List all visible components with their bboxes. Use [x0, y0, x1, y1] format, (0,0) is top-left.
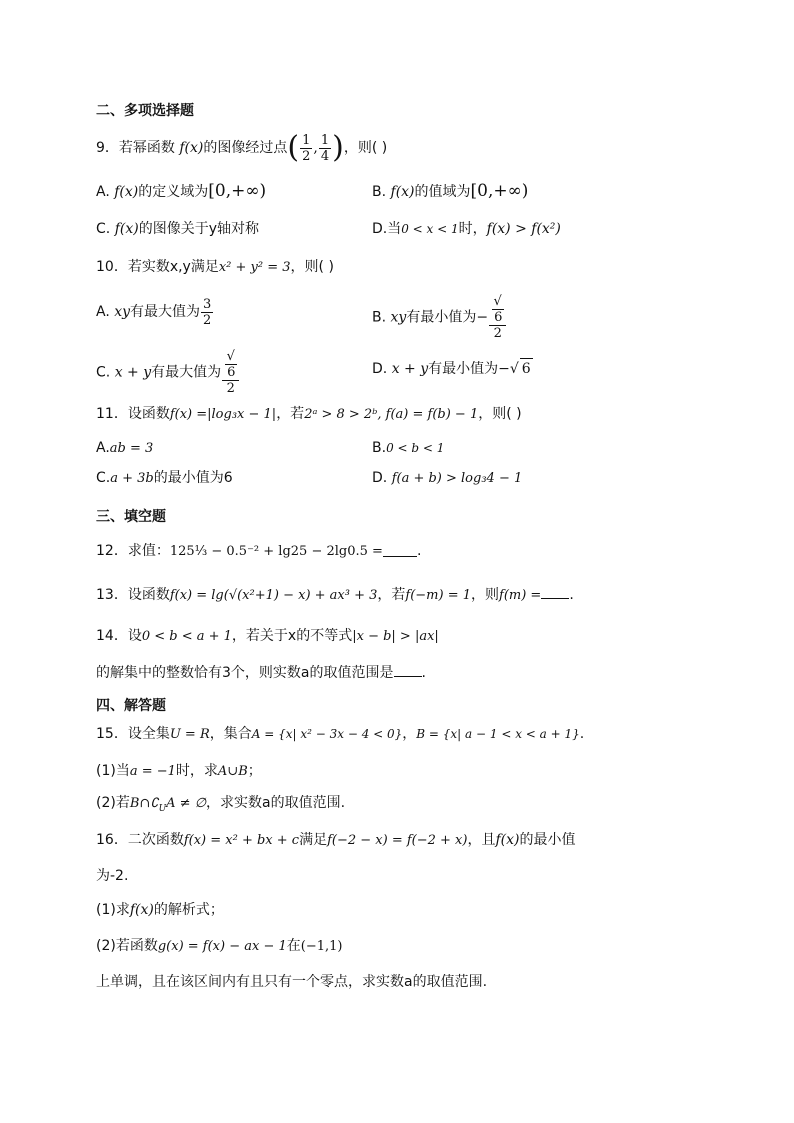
- option-math: xy: [114, 304, 131, 320]
- stem-text: ，且: [467, 832, 496, 848]
- fraction: [489, 294, 506, 341]
- denominator: 2: [493, 326, 502, 341]
- part-math: B∩∁: [129, 796, 159, 811]
- radicand: 6: [494, 310, 503, 325]
- stem-math: f(x) =|log₃x − 1|: [169, 407, 277, 422]
- part-math: (−1,1): [300, 939, 343, 954]
- option-math: a + 3b: [110, 471, 154, 486]
- stem-text: 14．设: [96, 628, 142, 644]
- answer-blank[interactable]: [394, 664, 422, 677]
- option-text: 的定义域为: [138, 184, 209, 200]
- option-text: 时，: [458, 221, 487, 237]
- option-math: f(x): [390, 184, 415, 200]
- question-11-option-c: [96, 468, 233, 489]
- question-16-line2: [96, 866, 128, 886]
- option-label: C.: [96, 221, 111, 237]
- stem-text: .: [569, 587, 574, 603]
- question-11-option-d: [372, 468, 522, 489]
- fraction: [222, 349, 239, 396]
- stem-text: ，若关于x的不等式: [231, 628, 353, 644]
- sqrt-sign: √: [509, 361, 519, 377]
- radicand: 6: [227, 365, 236, 380]
- question-number: 9．: [96, 140, 119, 156]
- stem-text: 的解集中的整数恰有3个，则实数a的取值范围是: [96, 665, 394, 681]
- stem-math: f(x) = x² + bx + c: [183, 833, 300, 848]
- question-13: [96, 581, 574, 610]
- stem-text: 10．若实数x,y满足: [96, 259, 219, 275]
- stem-text: 16．二次函数: [96, 832, 184, 848]
- question-11-option-b: [372, 438, 444, 458]
- option-label: D.: [372, 361, 388, 377]
- question-14-line2: [96, 663, 426, 683]
- part-text: ；: [247, 763, 262, 779]
- numerator: √ 6: [222, 349, 239, 381]
- stem-text: ，则( ): [478, 406, 522, 422]
- option-text: 有最小值为: [428, 361, 499, 377]
- stem-math: U = R: [169, 727, 210, 742]
- stem-text: .: [416, 543, 422, 559]
- option-label: D.: [372, 470, 388, 486]
- option-math: x + y: [391, 361, 429, 377]
- question-9-option-a: [96, 181, 266, 202]
- stem-text: 13．设函数: [96, 587, 170, 603]
- option-math: f(x): [114, 184, 139, 200]
- stem-text: ，若: [377, 587, 406, 603]
- part-text: 上单调，且在该区间内有且只有一个零点，求实数a的取值范围.: [96, 974, 488, 990]
- option-text: 的图像关于y轴对称: [138, 221, 259, 237]
- stem-text: 15．设全集: [96, 726, 170, 742]
- option-text: 有最大值为: [151, 364, 222, 381]
- section-heading-fill-in: 三、填空题: [96, 509, 166, 525]
- part-text: (1)当: [96, 763, 130, 779]
- left-paren: (: [287, 130, 300, 165]
- option-math: f(x) > f(x²): [486, 221, 561, 237]
- stem-math: f(m) =: [499, 588, 542, 603]
- stem-math: f(x): [495, 832, 520, 848]
- option-math: x + y: [114, 364, 152, 381]
- part-math: A ≠ ∅: [166, 796, 207, 811]
- option-label: B.: [372, 184, 387, 200]
- question-11-option-a: [96, 438, 153, 459]
- question-10-option-d: [372, 358, 533, 379]
- stem-text: 的最小值: [519, 832, 576, 848]
- question-10-option-a: [96, 294, 214, 330]
- stem-text: 12．求值：: [96, 543, 170, 559]
- stem-text: ，集合: [209, 726, 252, 742]
- right-paren: ): [332, 130, 344, 165]
- part-math: f(x): [129, 902, 154, 918]
- stem-math: x² + y² = 3: [218, 260, 291, 275]
- option-math: 0 < x < 1: [401, 222, 459, 236]
- option-label: A.: [96, 440, 110, 456]
- question-16-part-1: [96, 900, 224, 920]
- numerator: 1: [302, 132, 311, 148]
- part-text: (2)若: [96, 795, 130, 811]
- stem-math: A = {x| x² − 3x − 4 < 0}: [251, 727, 403, 741]
- question-16-part-2: [96, 936, 342, 957]
- denominator: 2: [302, 148, 311, 164]
- numerator: 1: [320, 132, 330, 148]
- question-11-stem: [96, 404, 522, 425]
- part-math: A∪B: [217, 764, 248, 779]
- stem-text: 若幂函数: [118, 140, 175, 156]
- question-15-stem: [96, 724, 584, 745]
- stem-math: |x − b| > |ax|: [352, 629, 439, 644]
- option-label: C.: [96, 470, 111, 486]
- radicand: 6: [520, 358, 533, 379]
- question-16-line1: [96, 830, 575, 851]
- option-label: D.当: [372, 221, 402, 237]
- question-10-stem: [96, 257, 334, 278]
- stem-text: 的图像经过点: [203, 140, 288, 156]
- denominator: 2: [203, 312, 212, 328]
- option-math: [0,+∞): [470, 181, 529, 201]
- stem-text: ，: [402, 726, 417, 742]
- stem-math: 125⅓ − 0.5⁻² + lg25 − 2lg0.5 =: [169, 544, 383, 559]
- option-math: xy: [390, 309, 407, 326]
- option-label: A.: [96, 304, 110, 320]
- part-math: a = −1: [129, 764, 176, 779]
- part-text: 时，求: [175, 763, 218, 779]
- question-10-option-c: [96, 349, 240, 396]
- part-text: (1)求: [96, 902, 130, 918]
- option-math: ab = 3: [109, 441, 154, 456]
- part-text: 在: [286, 938, 301, 954]
- answer-blank[interactable]: [383, 546, 417, 557]
- option-text: 有最小值为: [406, 309, 477, 326]
- part-math: g(x) = f(x) − ax − 1: [157, 939, 287, 954]
- question-14-line1: [96, 626, 439, 647]
- option-text: 的值域为: [414, 184, 471, 200]
- option-label: C.: [96, 364, 111, 381]
- stem-text: ，则( ): [290, 259, 334, 275]
- part-text: (2)若函数: [96, 938, 158, 954]
- minus-sign: −: [498, 361, 510, 377]
- question-16-part-2-line2: [96, 972, 487, 992]
- part-text: ，求实数a的取值范围.: [206, 795, 346, 811]
- stem-text: ，则( ): [343, 140, 388, 156]
- option-text: 有最大值为: [130, 304, 201, 320]
- option-label: A.: [96, 184, 110, 200]
- denominator: 2: [226, 381, 235, 396]
- math-fx: f(x): [179, 140, 204, 156]
- question-9-option-b: [372, 181, 528, 202]
- question-12: [96, 537, 421, 566]
- stem-math: B = {x| a − 1 < x < a + 1}: [416, 727, 580, 741]
- question-9-option-c: [96, 219, 259, 239]
- section-heading-multiple-choice: 二、多项选择题: [96, 103, 194, 119]
- stem-text: 为-2.: [96, 868, 129, 884]
- question-9-option-d: [372, 219, 561, 239]
- question-9-stem: 9．若幂函数 f(x)的图像经过点( $\frac{1}{2}$ , $\frac{1}{4}$ )，则( ): [96, 130, 388, 165]
- option-math: f(x): [114, 221, 139, 237]
- stem-math: 2ᵃ > 8 > 2ᵇ, f(a) = f(b) − 1: [304, 407, 479, 422]
- stem-math: f(x) = lg(√(x²+1) − x) + ax³ + 3: [169, 588, 378, 603]
- stem-math: f(−2 − x) = f(−2 + x): [327, 833, 468, 848]
- question-15-part-1: [96, 761, 262, 782]
- stem-text: 满足: [299, 832, 328, 848]
- option-label: B.: [372, 309, 387, 326]
- section-heading-answer: 四、解答题: [96, 698, 166, 714]
- stem-text: ，则: [471, 587, 500, 603]
- numerator: √ 6: [489, 294, 506, 326]
- option-math: f(a + b) > log₃4 − 1: [391, 471, 523, 486]
- fraction-half: [300, 133, 312, 164]
- stem-math: f(−m) = 1: [405, 588, 472, 603]
- numerator: 3: [203, 296, 212, 312]
- minus-sign: −: [476, 309, 489, 326]
- stem-text: .: [421, 665, 426, 681]
- stem-math: 0 < b < a + 1: [141, 629, 232, 644]
- option-math: [0,+∞): [208, 181, 267, 201]
- option-math: 0 < b < 1: [386, 441, 445, 455]
- option-label: B.: [372, 440, 387, 456]
- denominator: 4: [320, 148, 330, 164]
- question-10-option-b: [372, 294, 507, 341]
- part-math-subscript: U: [158, 803, 167, 814]
- question-15-part-2: [96, 793, 345, 819]
- option-text: 的最小值为6: [153, 470, 233, 486]
- fraction: [201, 297, 213, 328]
- stem-text: .: [579, 726, 585, 742]
- stem-text: ，若: [276, 406, 305, 422]
- stem-text: 11．设函数: [96, 406, 170, 422]
- answer-blank[interactable]: [541, 586, 569, 599]
- part-text: 的解析式；: [153, 902, 224, 918]
- fraction-quarter: [319, 133, 331, 164]
